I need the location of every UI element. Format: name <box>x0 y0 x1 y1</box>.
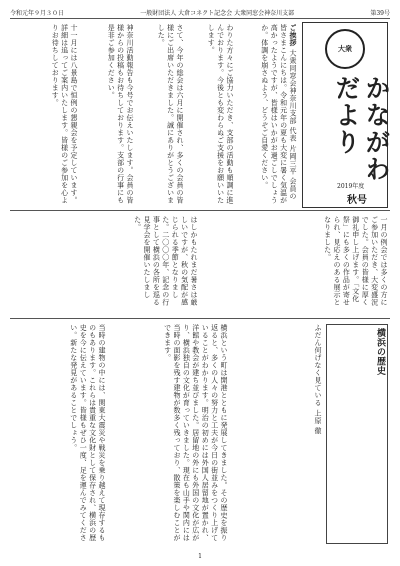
masthead <box>302 22 391 208</box>
newsletter-title: かながわだより <box>332 75 391 183</box>
header-publisher: 一般財団法人 大倉コネクト記念会 大衆同窓会神奈川支部 <box>140 9 295 17</box>
logo-text: 大衆 <box>338 44 352 53</box>
upper-column-5-text: 十一月には八景島で恒例の懇親会を予定しています。詳細は追ってご案内いたします。皆様のご参加を心よりお待ちしております。 <box>51 24 78 204</box>
header-issue: 第39号 <box>370 9 390 17</box>
article-heading-box <box>326 324 388 544</box>
page-number: 1 <box>198 553 202 560</box>
article-body-column <box>110 324 228 544</box>
article-subtitle: ふだん何げなく見ている <box>314 324 322 407</box>
upper-column-3 <box>136 24 184 204</box>
article-heading: 横浜の歴史 <box>375 328 385 376</box>
upper-column-2-text: わりた方々にご協力いただき、支部の活動も順調に進んでおります。今後とも変わらぬご支援をお願いいたします。 <box>207 24 234 204</box>
newsletter-year: 2019年度 <box>337 183 365 190</box>
article-intro-column <box>232 324 322 544</box>
greeting-heading: ご挨拶 <box>289 24 298 47</box>
middle-right-column <box>200 216 388 312</box>
logo-emblem <box>325 29 365 69</box>
upper-column-5 <box>12 24 78 204</box>
article-body-2: 当時の建物の中には、関東大震災や戦災を乗り越えて現存するものもあります。これらは貴重な文化財として保存され、横浜の歴史を今に伝えています。皆様もぜひ一度、足を運んでみてください。新たな発見があることでしょう。 <box>69 324 106 542</box>
greeting-author: 大衆同窓会神奈川支部 代表 片岡三平 <box>289 49 297 175</box>
divider-upper <box>10 210 390 211</box>
article-body-column-2 <box>12 324 106 544</box>
newsletter-season: 秋号 <box>347 195 367 206</box>
middle-right-text: 一月の例会では多くの方にご参加いただき、大変盛況でした。会員の皆様に厚く御礼申し上げます。「文化祭」にも多くの作品が寄せられ、見応えのある展示となりました。 <box>323 216 388 306</box>
upper-column-4-text: 神奈川活動報告も今号でお伝えいたします。会員の皆様からの投稿もお待ちしております。支部の行事にも是非ご参加ください。 <box>107 24 134 204</box>
greeting-body: 会員の皆さまこんにちは。令和元年の夏も大変に暑く気温が高かったようですが、皆様はいかがお過ごしでしょうか。体調を崩さぬよう、どうぞご自愛ください。 <box>260 24 297 204</box>
upper-column-2 <box>186 24 234 204</box>
divider-lower <box>10 318 390 319</box>
upper-column-3-text: さて、今年の総会は六月に開催され、多くの会員の皆様にご出席いただきました。誠にありがとうございました。 <box>157 24 184 204</box>
upper-column-4 <box>80 24 134 204</box>
greeting-column <box>236 24 298 204</box>
article-body: 横浜という町は開港とともに発展してきました。その歴史を振り返ると、多くの人々の努力と工夫が今日の街並みをつくり上げていることがわかります。明治の初めには外国人居留地が置かれ、洋館や教会が建ち並びました。居留地の外にも外国の文化が広がり、横浜独自の文化が育っていきました。現在も山手や関内には当時の面影を残す建物が数多く残っており、散策を楽しむことができます。 <box>163 324 228 542</box>
article-author: 上原 徹 <box>314 409 322 435</box>
middle-left-text: はしかもたれまだ暑さは厳しいですが、秋の気配が感じられる季節となりました。二〇〇〇年、記念の行事として横浜の各所を巡る見学会を開催いたしました。 <box>133 216 198 306</box>
header-date: 令和元年９月３０日 <box>10 9 65 17</box>
page-header <box>10 6 390 19</box>
middle-left-column <box>12 216 198 312</box>
